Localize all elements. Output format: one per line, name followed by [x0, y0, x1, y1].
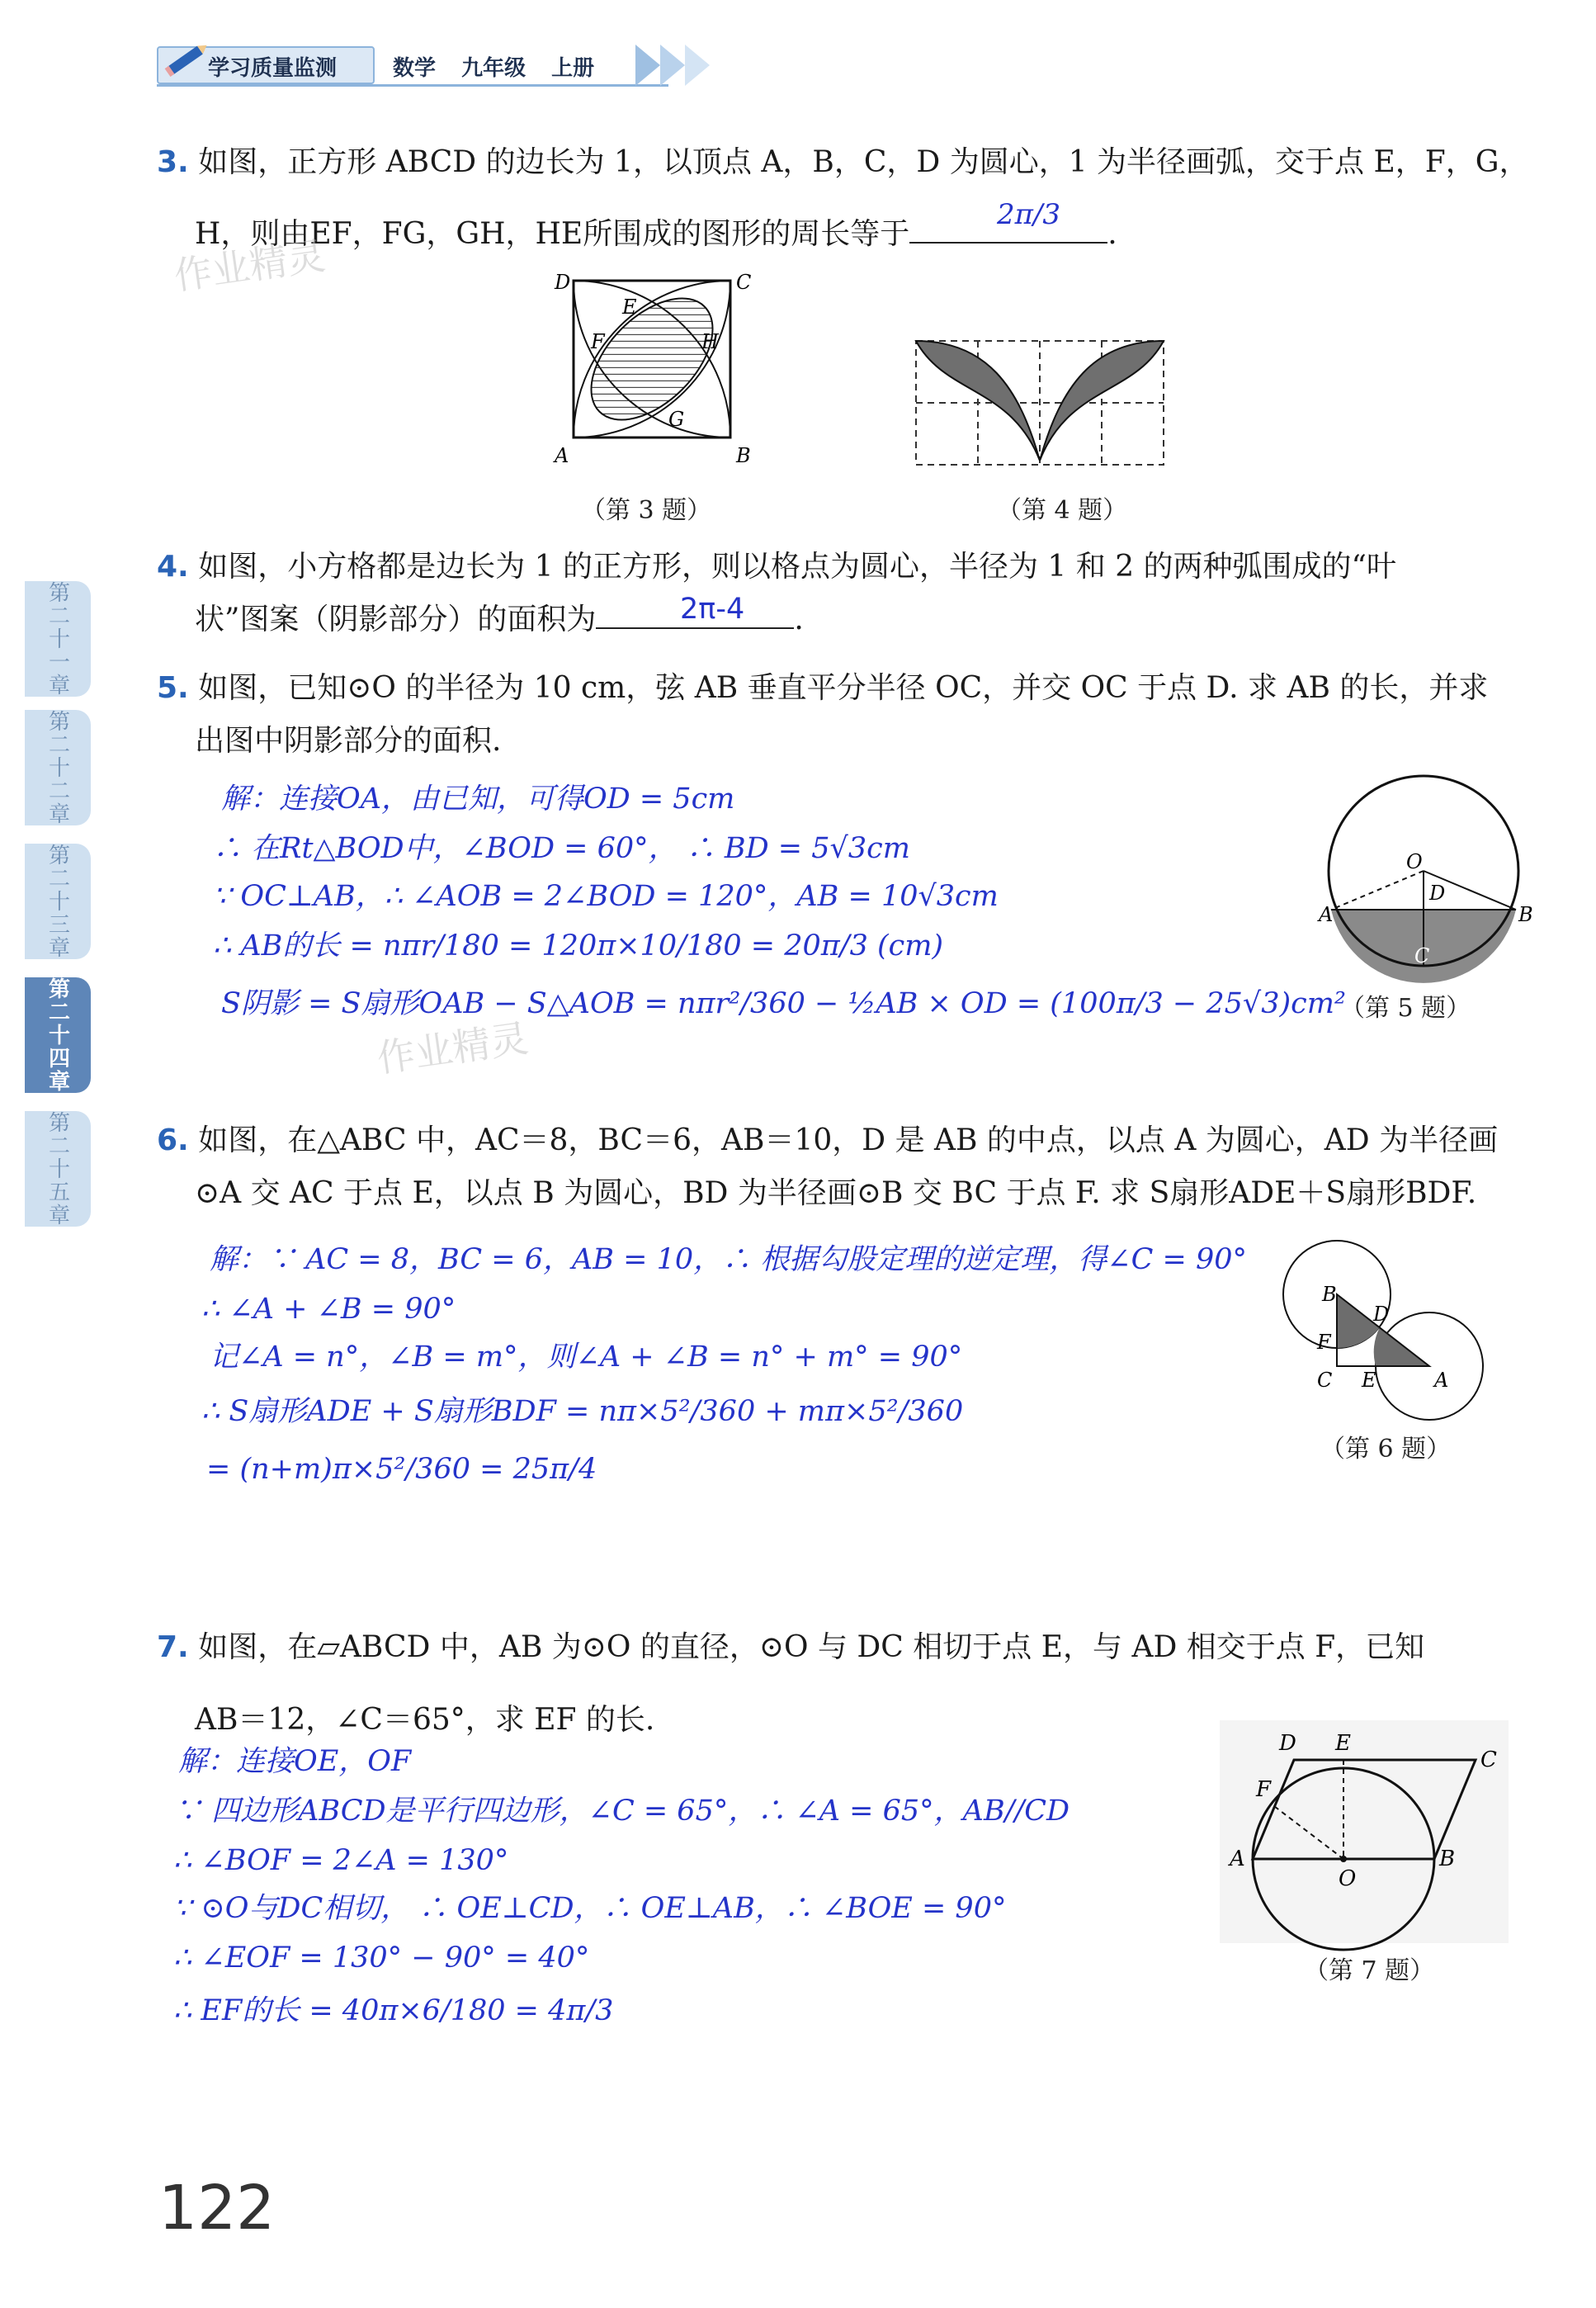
- label-D: D: [1373, 1303, 1390, 1326]
- figure-5-caption: （第 5 题）: [1340, 994, 1471, 1023]
- header-subject-line: [393, 51, 594, 82]
- problem-3-line1: [157, 146, 1529, 179]
- problem-number: 6.: [157, 1123, 189, 1157]
- answer: 2π/3: [997, 198, 1061, 231]
- label-E: E: [1362, 1369, 1376, 1392]
- label-A: A: [1434, 1369, 1449, 1392]
- problem-text: 如图，在▱ABCD 中，AB 为⊙O 的直径，⊙O 与 DC 相切于点 E，与 AD 相交于点 F，已知: [198, 1630, 1425, 1664]
- label-A: A: [1319, 903, 1334, 926]
- page-number: 122: [158, 2173, 276, 2244]
- label-D: D: [1279, 1731, 1296, 1756]
- figure-5: [1320, 776, 1535, 974]
- problem-number: 4.: [157, 550, 189, 584]
- problem-text: 如图，在△ABC 中，AC＝8，BC＝6，AB＝10，D 是 AB 的中点，以点 A 为圆心，AD 为半径画: [198, 1123, 1499, 1157]
- problem-6-line2: ⊙A 交 AC 于点 E，以点 B 为圆心，BD 为半径画⊙B 交 BC 于点 F. 求 S扇形ADE＋S扇形BDF.: [195, 1176, 1477, 1210]
- chevron-right-icon: [635, 45, 660, 86]
- solution-line: ∵ ⊙O与DC相切， ∴ OE⊥CD，∴ OE⊥AB，∴ ∠BOE = 90°: [173, 1892, 1007, 1925]
- label-D: D: [555, 271, 571, 294]
- pencil-icon: [162, 36, 211, 83]
- problem-number: 3.: [157, 145, 189, 179]
- solution-line: 记∠A = n°，∠B = m°，则∠A + ∠B = n° + m° = 90°: [210, 1341, 963, 1374]
- solution-line: ∵ 四边形ABCD是平行四边形，∠C = 65°，∴ ∠A = 65°，AB//CD: [173, 1795, 1070, 1828]
- solution-line: S阴影 = S扇形OAB − S△AOB = nπr²/360 − ½AB × OD = (100π/3 − 25√3)cm²: [221, 987, 1346, 1020]
- chapter-tab-24[interactable]: 第二十四章: [25, 977, 91, 1093]
- period: .: [1107, 217, 1117, 251]
- figure-6-caption: （第 6 题）: [1320, 1435, 1452, 1464]
- figure-7: [1220, 1720, 1509, 1943]
- problem-text: H，则由EF，FG，GH，HE所围成的图形的周长等于: [195, 217, 910, 251]
- chapter-tab-22[interactable]: 第二十二章: [25, 710, 91, 825]
- label-C: C: [736, 271, 752, 294]
- label-B: B: [736, 444, 751, 467]
- problem-5-line2: 出图中阴影部分的面积.: [195, 724, 502, 758]
- problem-7-line2: AB＝12，∠C＝65°，求 EF 的长.: [195, 1703, 655, 1737]
- figure-3-caption: （第 3 题）: [581, 496, 712, 525]
- label-D: D: [1429, 882, 1446, 905]
- problem-text: 如图，小方格都是边长为 1 的正方形，则以格点为圆心，半径为 1 和 2 的两种弧围成的“叶: [198, 550, 1396, 584]
- figure-6: [1271, 1238, 1502, 1403]
- label-F: F: [1256, 1777, 1272, 1802]
- label-O: O: [1339, 1866, 1357, 1891]
- problem-text: 如图，正方形 ABCD 的边长为 1，以顶点 A，B，C，D 为圆心，1 为半径画弧，交于点 E，F，G，: [198, 145, 1529, 179]
- figure-4: [912, 337, 1168, 469]
- label-C: C: [1480, 1748, 1497, 1772]
- problem-number: 5.: [157, 671, 189, 705]
- solution-line: ∴ ∠A + ∠B = 90°: [201, 1293, 456, 1326]
- chapter-tab-23[interactable]: 第二十三章: [25, 844, 91, 959]
- problem-7-line1: [157, 1631, 1424, 1664]
- solution-line: ∴ S扇形ADE + S扇形BDF = nπ×5²/360 + mπ×5²/360: [201, 1395, 964, 1428]
- problem-text: 如图，已知⊙O 的半径为 10 cm，弦 AB 垂直平分半径 OC，并交 OC 于点 D. 求 AB 的长，并求: [198, 671, 1489, 705]
- figure-7-caption: （第 7 题）: [1304, 1956, 1435, 1985]
- solution-line: ∵ OC⊥AB，∴ ∠AOB = 2∠BOD = 120°，AB = 10√3cm: [213, 880, 999, 913]
- problem-text: 状”图案（阴影部分）的面积为: [195, 603, 597, 636]
- watermark: 作业精灵: [374, 1015, 531, 1081]
- solution-line: ∴ 在Rt△BOD中，∠BOD = 60°， ∴ BD = 5√3cm: [213, 832, 910, 865]
- label-A: A: [555, 444, 569, 467]
- label-H: H: [701, 330, 719, 353]
- problem-5-line1: [157, 672, 1488, 705]
- header-rule: [157, 84, 668, 87]
- header-grade: 九年级: [461, 56, 526, 81]
- label-B: B: [1322, 1283, 1337, 1306]
- answer-blank: [596, 627, 794, 629]
- answer-blank: [909, 242, 1107, 244]
- problem-6-line1: [157, 1124, 1498, 1157]
- label-E: E: [622, 296, 637, 319]
- solution-line: ∴ EF的长 = 40π×6/180 = 4π/3: [173, 1994, 614, 2027]
- label-C: C: [1317, 1369, 1333, 1392]
- label-A: A: [1230, 1847, 1245, 1871]
- figure-3: [545, 272, 759, 471]
- chapter-tab-25[interactable]: 第二十五章: [25, 1111, 91, 1227]
- figure-4-caption: （第 4 题）: [997, 496, 1128, 525]
- answer: 2π-4: [680, 593, 745, 626]
- solution-line: 解：连接OE，OF: [178, 1745, 412, 1778]
- chevron-right-icon: [685, 45, 710, 86]
- watermark: 作业精灵: [171, 233, 328, 299]
- header-volume: 上册: [551, 56, 595, 81]
- header-subject: 数学: [393, 56, 437, 81]
- problem-number: 7.: [157, 1630, 189, 1664]
- label-B: B: [1518, 903, 1533, 926]
- label-G: G: [668, 408, 685, 431]
- label-O: O: [1406, 850, 1423, 873]
- label-B: B: [1439, 1847, 1456, 1871]
- solution-line: 解：连接OA，由已知，可得OD = 5cm: [221, 783, 735, 816]
- label-C: C: [1414, 944, 1430, 967]
- label-F: F: [591, 330, 605, 353]
- period: .: [794, 603, 804, 636]
- problem-4-line1: [157, 551, 1396, 584]
- solution-line: ∴ ∠EOF = 130° − 90° = 40°: [173, 1941, 590, 1975]
- solution-line: = (n+m)π×5²/360 = 25π/4: [206, 1453, 597, 1486]
- label-E: E: [1335, 1731, 1351, 1756]
- solution-line: 解：∵ AC = 8，BC = 6，AB = 10，∴ 根据勾股定理的逆定理，得∠C = 90°: [210, 1243, 1247, 1276]
- chevron-right-icon: [660, 45, 685, 86]
- solution-line: ∴ AB的长 = nπr/180 = 120π×10/180 = 20π/3 (cm): [213, 929, 944, 962]
- problem-3-line2: [195, 218, 1117, 251]
- chapter-tab-21[interactable]: 第二十一章: [25, 581, 91, 697]
- solution-line: ∴ ∠BOF = 2∠A = 130°: [173, 1844, 509, 1877]
- header-series: 学习质量监测: [208, 56, 338, 81]
- label-F: F: [1317, 1331, 1331, 1354]
